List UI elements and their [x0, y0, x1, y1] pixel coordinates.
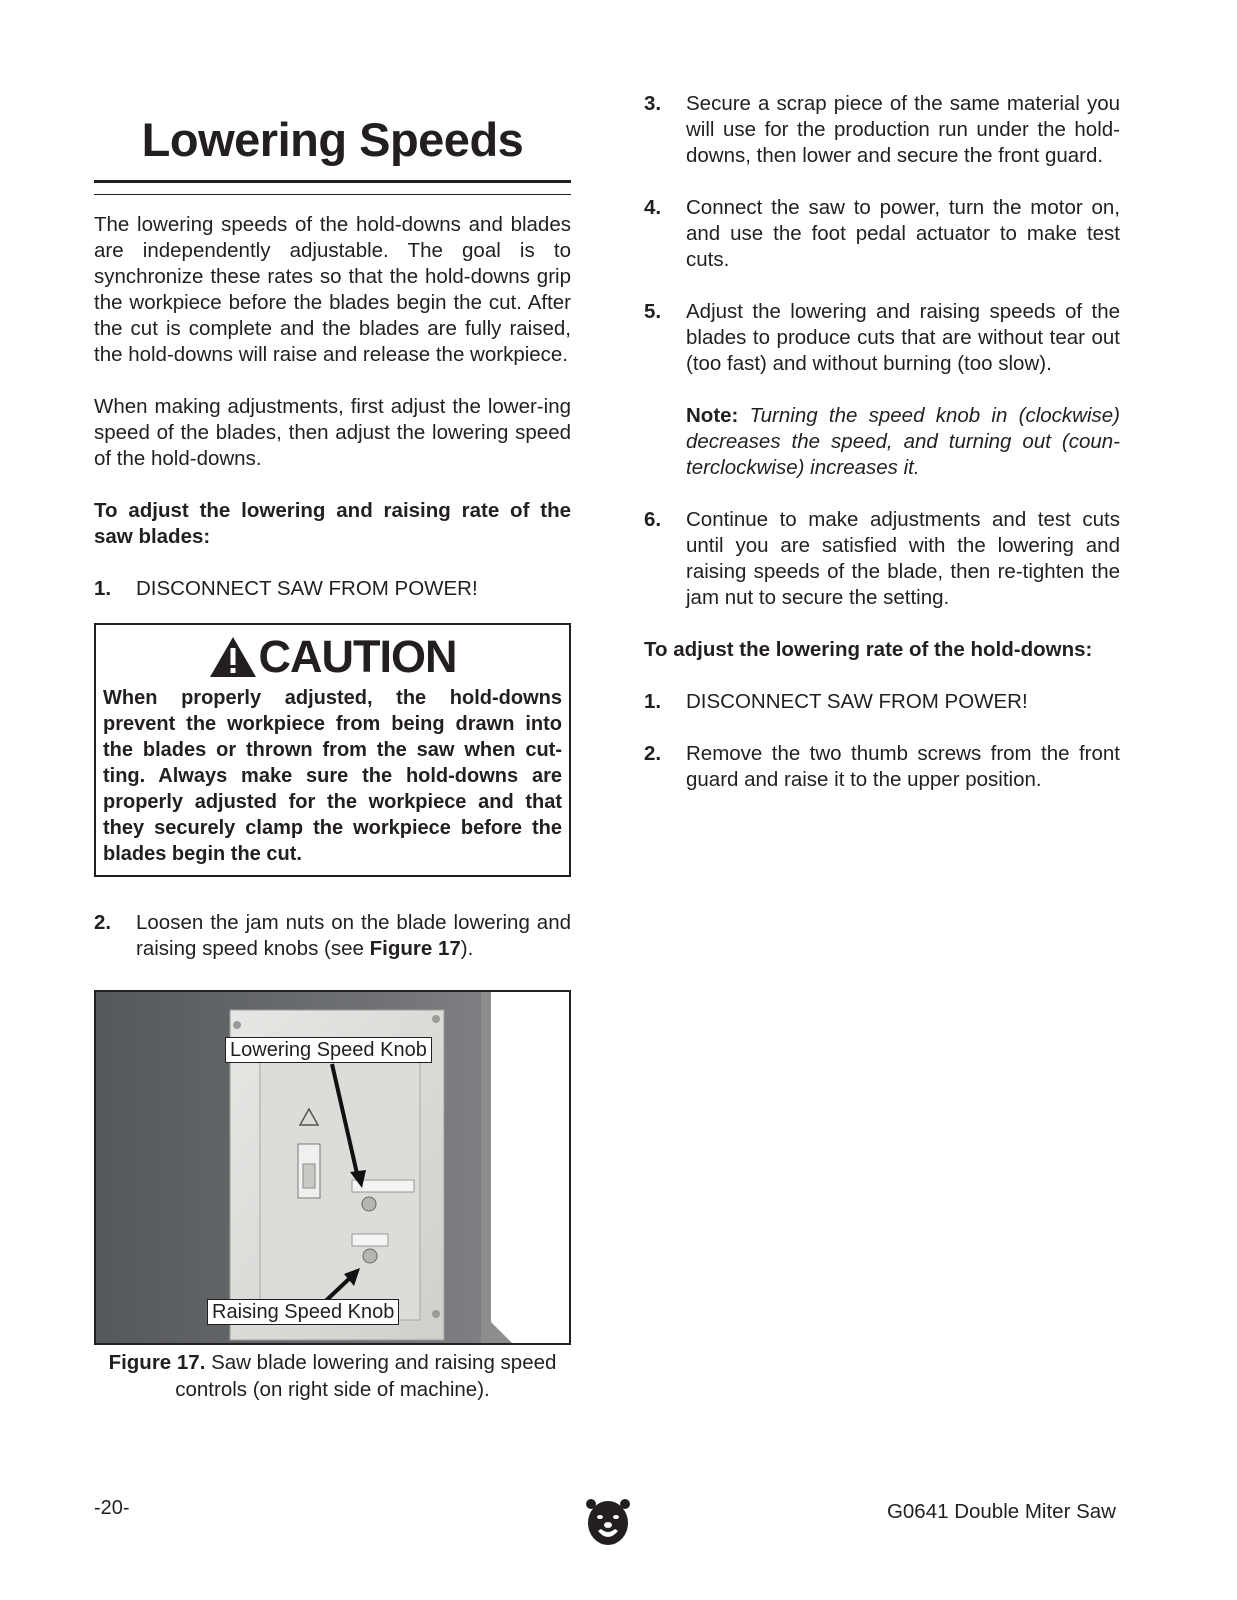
- blade-step-3: [644, 91, 1120, 169]
- blade-step-1: [94, 576, 571, 602]
- step-text-a: Loosen the jam nuts on the blade lowering and raising speed knobs (see: [136, 911, 571, 960]
- caution-heading: [103, 631, 562, 683]
- model-name: G0641 Double Miter Saw: [886, 1500, 1116, 1523]
- step-text: Remove the two thumb screws from the front guard and raise it to the upper position.: [686, 742, 1120, 791]
- lowering-speed-knob-callout: Lowering Speed Knob: [225, 1037, 432, 1063]
- step-number: 6.: [644, 508, 662, 531]
- figure-reference: Figure 17: [369, 937, 461, 960]
- step-text: DISCONNECT SAW FROM POWER!: [686, 690, 1028, 713]
- intro-paragraph: The lowering speeds of the hold-downs and blades are independently adjustable. The goal is to synchronize these rates so that the hold-downs grip the workpiece before the blades begin the cut. After the cut is complete and the blades are fully raised, the hold-downs will raise and release the workpiece.: [94, 213, 571, 366]
- speed-knob-note: [644, 403, 1120, 481]
- left-column: [94, 100, 571, 1403]
- bear-logo-icon: [585, 1497, 631, 1547]
- figure-caption: [94, 1349, 571, 1403]
- step-text-b: ).: [460, 937, 474, 960]
- step-number: 1.: [94, 577, 112, 600]
- blade-step-6: [644, 507, 1120, 611]
- step-number: 5.: [644, 300, 662, 323]
- warning-triangle-icon: [209, 636, 257, 678]
- note-label: Note:: [686, 404, 739, 427]
- caution-title: CAUTION: [258, 631, 457, 682]
- raising-speed-knob-callout: Raising Speed Knob: [207, 1299, 399, 1325]
- figure-caption-text: Saw blade lowering and raising speed controls (on right side of machine).: [175, 1351, 557, 1401]
- page-title: Lowering Speeds: [141, 113, 524, 166]
- caution-box: [94, 623, 571, 877]
- title-rule-thin: [94, 194, 571, 195]
- right-column: [644, 91, 1120, 793]
- step-text: Continue to make adjustments and test cuts until you are satisfied with the lowering and raising speeds of the blade, then re-tighten the jam nut to secure the setting.: [686, 508, 1120, 609]
- step-number: 4.: [644, 196, 662, 219]
- step-number: 2.: [644, 742, 662, 765]
- holddown-step-2: [644, 741, 1120, 793]
- step-number: 3.: [644, 92, 662, 115]
- holddown-step-1: [644, 689, 1120, 715]
- blade-subheading: To adjust the lowering and raising rate of the saw blades:: [94, 499, 571, 548]
- step-number: 2.: [94, 911, 112, 934]
- step-text: DISCONNECT SAW FROM POWER!: [136, 577, 478, 600]
- step-text: Connect the saw to power, turn the motor on, and use the foot pedal actuator to make test cuts.: [686, 196, 1120, 271]
- title-rule-thick: [94, 180, 571, 183]
- note-text: Turning the speed knob in (clockwise) decreases the speed, and turning out (coun-terclockwise) increases it.: [686, 404, 1120, 479]
- adjustment-paragraph: When making adjustments, first adjust the lower-ing speed of the blades, then adjust the lowering speed of the hold-downs.: [94, 395, 571, 470]
- page-number: -20-: [94, 1497, 130, 1519]
- blade-step-4: [644, 195, 1120, 273]
- holddown-subheading: To adjust the lowering rate of the hold-downs:: [644, 638, 1093, 661]
- figure-17-photo: [94, 990, 571, 1345]
- blade-step-2: [94, 910, 571, 962]
- caution-text: When properly adjusted, the hold-downs prevent the workpiece from being drawn into the blades or thrown from the saw when cut-ting. Always make sure the hold-downs are properly adjusted for the workpiece and that they securely clamp the workpiece before the blades begin the cut.: [103, 687, 562, 865]
- step-number: 1.: [644, 690, 662, 713]
- step-text: Adjust the lowering and raising speeds of the blades to produce cuts that are without tear out (too fast) and without burning (too slow).: [686, 300, 1120, 375]
- step-text: Secure a scrap piece of the same material you will use for the production run under the hold-downs, then lower and secure the front guard.: [686, 92, 1120, 167]
- figure-label: Figure 17.: [108, 1351, 206, 1374]
- blade-step-5: [644, 299, 1120, 377]
